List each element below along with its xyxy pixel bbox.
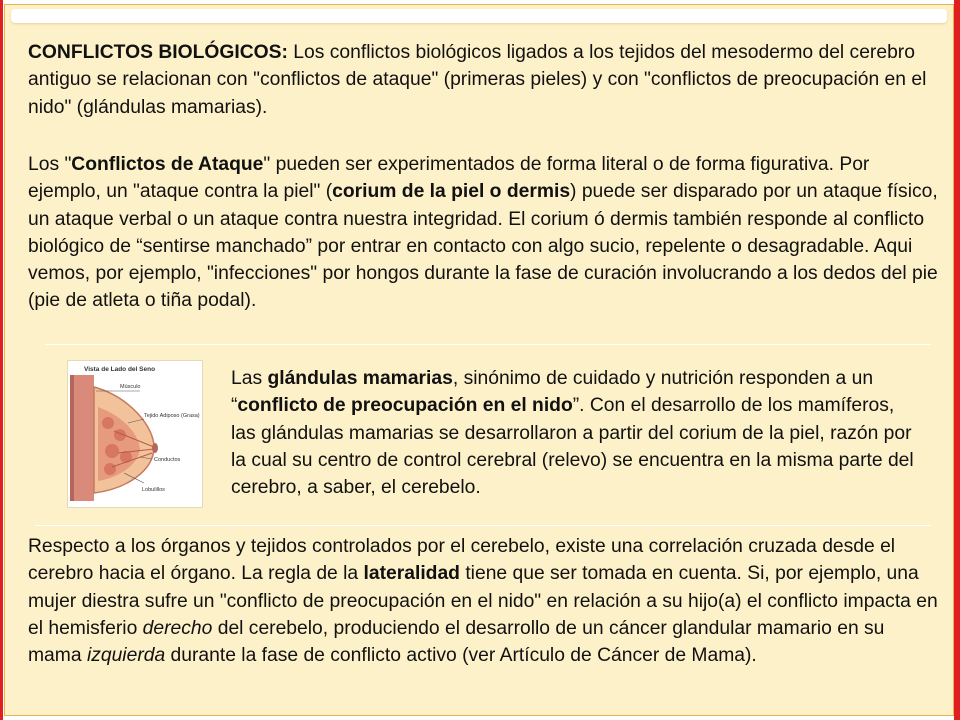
- text: del cerebelo, produciendo el desarrollo de un cáncer glandular mamario en su mama: [28, 617, 885, 667]
- bold-term: lateralidad: [363, 563, 460, 585]
- lobule: [105, 444, 119, 458]
- figure-label-muscle: Músculo: [120, 384, 141, 390]
- text: " pueden ser experimentados de forma literal o de forma figurativa. Por ejemplo, un "ataque contra la piel" (: [28, 154, 870, 203]
- breast-anatomy-figure: [67, 360, 203, 508]
- text: , sinónimo de cuidado y nutrición responden a un “: [231, 368, 874, 417]
- paragraph-biological-conflicts: [28, 39, 938, 121]
- paragraph-mammary-glands: [231, 365, 921, 501]
- divider: [45, 344, 931, 345]
- text: ) puede ser disparado por un ataque físico, un ataque verbal o un ataque contra nuestra integridad. El corium ó dermis también responde al conflicto biológico de “sentirse manchado” por entrar en contacto con algo sucio, repelente o desagradable. Aqui vemos, por ejemplo, "infecciones" por hongos durante la fase de curación involucrando a los dedos del pie (pie de atleta o tiña podal).: [28, 181, 938, 312]
- bold-term: Conflictos de Ataque: [71, 154, 264, 175]
- slide-left-edge: [0, 0, 3, 720]
- text: ”. Con el desarrollo de los mamíferos, las glándulas mamarias se desarrollaron a partir del corium de la piel, razón por la cual su centro de control cerebral (relevo) se encuentra en la misma parte del cerebro, a saber, el cerebelo.: [231, 395, 914, 499]
- figure-label-lobules: Lobulillos: [142, 487, 165, 493]
- slide-right-edge: [954, 0, 960, 720]
- text: tiene que ser tomada en cuenta. Si, por ejemplo, una mujer diestra sufre un "conflicto de preocupación en el nido" en relación a su hijo(a) el conflicto impacta en el hemisferio: [28, 563, 938, 639]
- paragraph-attack-conflicts: [28, 151, 940, 315]
- bold-term: conflicto de preocupación en el nido: [237, 395, 573, 417]
- chest-wall: [72, 375, 94, 501]
- figure-label-adipose: Tejido Adiposo (Grasa): [144, 413, 200, 419]
- text: durante la fase de conflicto activo (ver Artículo de Cáncer de Mama).: [165, 645, 757, 667]
- italic-term: derecho: [142, 617, 213, 639]
- text: Los ": [28, 154, 72, 175]
- breast-anatomy-illustration: [68, 361, 202, 507]
- slide-top-strip: [11, 9, 947, 23]
- slide: [4, 4, 954, 716]
- text: Las: [231, 368, 268, 389]
- text: Respecto a los órganos y tejidos controlados por el cerebelo, existe una correlación cruzada desde el cerebro hacia el órgano. La regla de la: [28, 536, 896, 585]
- nipple: [152, 443, 158, 453]
- paragraph-laterality: [28, 533, 940, 669]
- divider: [35, 525, 931, 526]
- figure-title: Vista de Lado del Seno: [84, 366, 156, 373]
- bold-term: glándulas mamarias: [267, 368, 453, 389]
- rib-edge: [70, 375, 74, 501]
- bold-term: corium de la piel o dermis: [332, 181, 571, 203]
- italic-term: izquierda: [86, 645, 166, 667]
- figure-label-ducts: Conductos: [154, 457, 181, 463]
- lobule: [104, 463, 116, 475]
- lobule: [102, 417, 114, 429]
- heading-biological-conflicts: CONFLICTOS BIOLÓGICOS:: [28, 42, 288, 63]
- text: Los conflictos biológicos ligados a los tejidos del mesodermo del cerebro antiguo se relacionan con "conflictos de ataque" (primeras pieles) y con "conflictos de preocupación en el nido" (glándulas mamarias).: [28, 42, 927, 118]
